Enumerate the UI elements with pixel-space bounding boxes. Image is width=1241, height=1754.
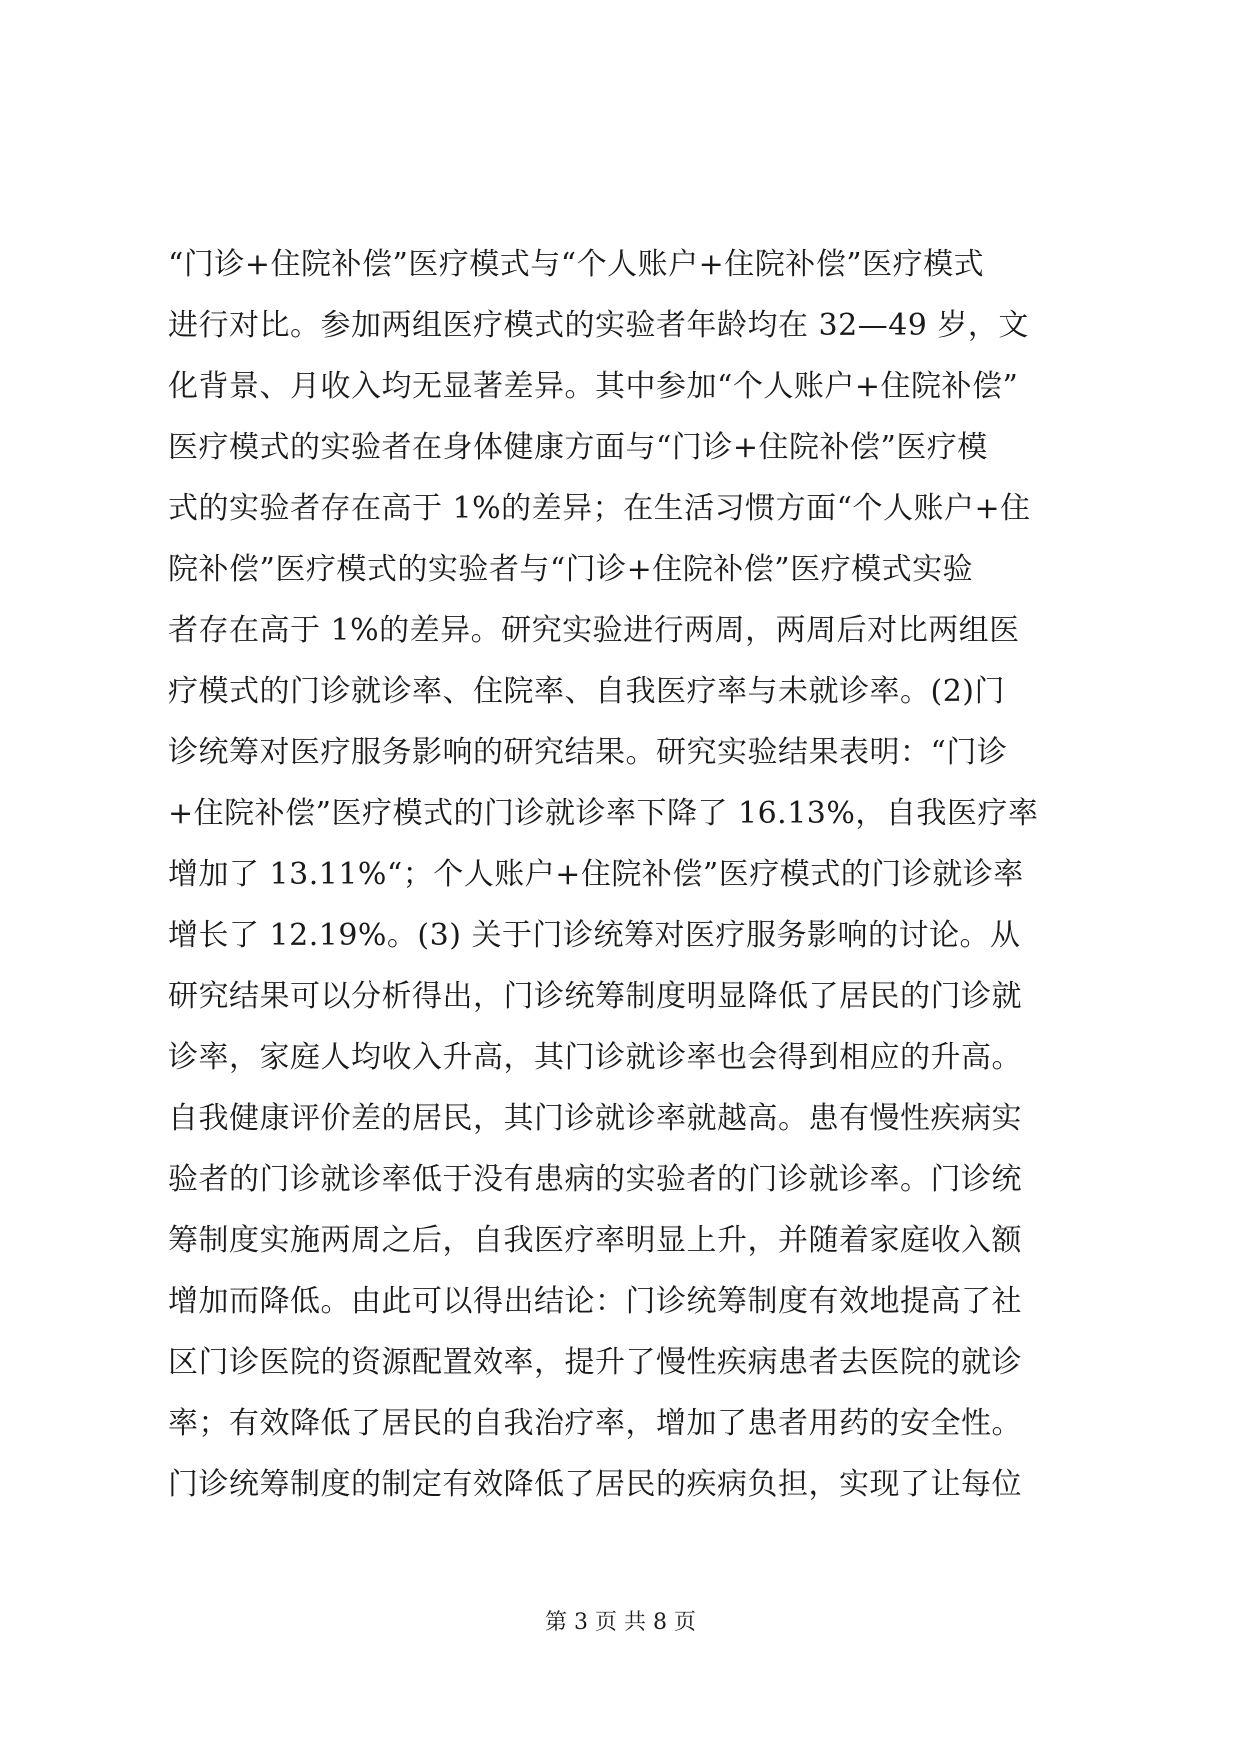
text-line: “门诊+住院补偿”医疗模式与“个人账户+住院补偿”医疗模式 (168, 247, 985, 282)
text-line: 增加而降低。由此可以得出结论：门诊统筹制度有效地提高了社 (168, 1284, 1022, 1319)
text-line: 诊率，家庭人均收入升高，其门诊就诊率也会得到相应的升高。 (168, 1040, 1022, 1075)
text-line: 门诊统筹制度的制定有效降低了居民的疾病负担，实现了让每位 (168, 1467, 1022, 1502)
text-line: 者存在高于 1%的差异。研究实验进行两周，两周后对比两组医 (168, 613, 1020, 648)
text-line: 疗模式的门诊就诊率、住院率、自我医疗率与未就诊率。(2)门 (168, 674, 1005, 709)
text-line: 区门诊医院的资源配置效率，提升了慢性疾病患者去医院的就诊 (168, 1345, 1022, 1380)
text-line: 增加了 13.11%“；个人账户+住院补偿”医疗模式的门诊就诊率 (168, 857, 1024, 892)
page-footer (0, 1608, 1241, 1638)
text-line: 院补偿”医疗模式的实验者与“门诊+住院补偿”医疗模式实验 (168, 552, 974, 587)
text-line: 式的实验者存在高于 1%的差异；在生活习惯方面“个人账户+住 (168, 491, 1031, 526)
text-line: 自我健康评价差的居民，其门诊就诊率就越高。患有慢性疾病实 (168, 1101, 1022, 1136)
text-line: 研究结果可以分析得出，门诊统筹制度明显降低了居民的门诊就 (168, 979, 1022, 1014)
text-line: 增长了 12.19%。(3) 关于门诊统筹对医疗服务影响的讨论。从 (168, 918, 1021, 953)
body-text (168, 234, 1098, 1515)
page-number: 第 3 页 共 8 页 (545, 1610, 696, 1635)
text-line: 化背景、月收入均无显著差异。其中参加“个人账户+住院补偿” (168, 369, 1019, 404)
text-line: 进行对比。参加两组医疗模式的实验者年龄均在 32—49 岁，文 (168, 308, 1029, 343)
text-line: 医疗模式的实验者在身体健康方面与“门诊+住院补偿”医疗模 (168, 430, 988, 465)
text-line: 诊统筹对医疗服务影响的研究结果。研究实验结果表明：“门诊 (168, 735, 1008, 770)
text-line: 筹制度实施两周之后，自我医疗率明显上升，并随着家庭收入额 (168, 1223, 1022, 1258)
text-line: 率；有效降低了居民的自我治疗率，增加了患者用药的安全性。 (168, 1406, 1022, 1441)
text-line: 验者的门诊就诊率低于没有患病的实验者的门诊就诊率。门诊统 (168, 1162, 1022, 1197)
text-line: +住院补偿”医疗模式的门诊就诊率下降了 16.13%，自我医疗率 (168, 796, 1039, 831)
